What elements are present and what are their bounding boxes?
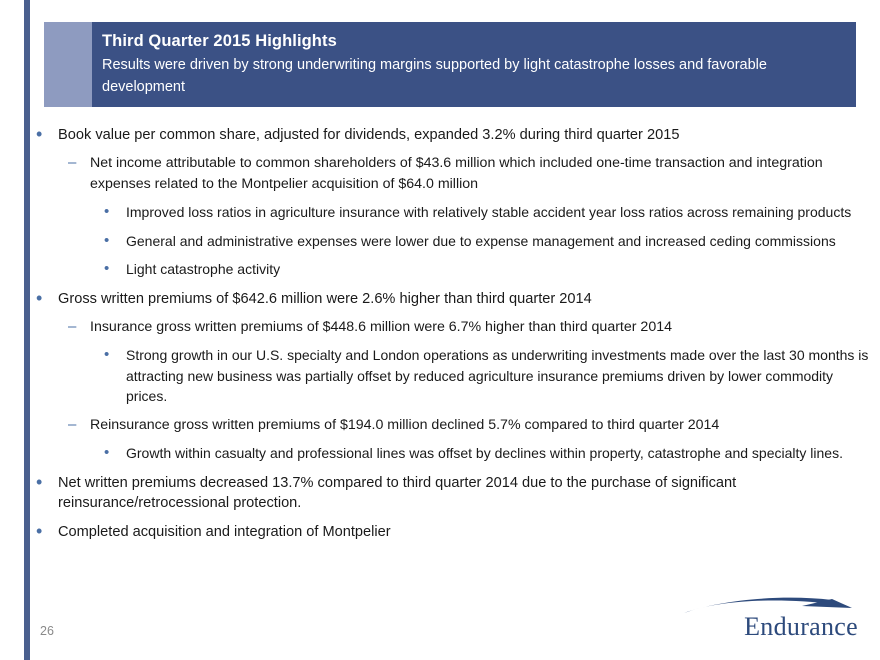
list-item <box>36 443 872 464</box>
bullet-text: Completed acquisition and integration of Montpelier <box>58 523 391 540</box>
list-item <box>36 202 872 223</box>
bullet-text: Insurance gross written premiums of $448.6 million were 6.7% higher than third quarter 2014 <box>90 318 672 335</box>
list-item <box>36 125 872 145</box>
slide-header <box>44 22 856 107</box>
bullet-text: Strong growth in our U.S. specialty and London operations as underwriting investments made over the last 30 months is attracting new business was partially offset by reduced agriculture insurance premiums driven by lower commodity prices. <box>126 347 869 404</box>
bullet-marker: • <box>104 346 110 363</box>
bullet-marker: • <box>36 124 43 144</box>
bullet-list <box>36 116 872 542</box>
list-item <box>36 317 872 338</box>
bullet-marker: • <box>104 231 110 249</box>
bullet-text: Gross written premiums of $642.6 million were 2.6% higher than third quarter 2014 <box>58 290 592 307</box>
bullet-text: General and administrative expenses were lower due to expense management and increased ceding commissions <box>126 232 836 249</box>
bullet-text: Net written premiums decreased 13.7% compared to third quarter 2014 due to the purchase of significant reinsurance/retrocessional protection. <box>58 474 737 511</box>
bullet-marker: – <box>68 415 77 433</box>
bullet-marker: • <box>36 287 43 308</box>
bullet-text: Improved loss ratios in agriculture insurance with relatively stable accident year loss ratios across remaining products <box>126 204 852 220</box>
bullet-marker: • <box>104 203 110 220</box>
left-accent-bar <box>24 0 30 660</box>
bullet-marker: • <box>36 520 43 541</box>
bullet-text: Reinsurance gross written premiums of $194.0 million declined 5.7% compared to third quarter 2014 <box>90 416 720 433</box>
list-item <box>36 522 872 542</box>
header-text-block <box>92 22 856 107</box>
bullet-marker: • <box>104 444 110 461</box>
list-item <box>36 473 872 513</box>
list-item <box>36 153 872 194</box>
slide-title: Third Quarter 2015 Highlights <box>102 32 337 50</box>
bullet-marker: • <box>104 260 110 277</box>
list-item <box>36 231 872 252</box>
page-number: 26 <box>40 624 54 638</box>
bullet-marker: • <box>36 471 43 492</box>
slide-subtitle: Results were driven by strong underwriting margins supported by light catastrophe losses and favorable development <box>102 57 767 95</box>
list-item <box>36 289 872 309</box>
bullet-marker: – <box>68 317 77 335</box>
company-logo <box>678 598 858 642</box>
bullet-text: Light catastrophe activity <box>126 261 281 277</box>
logo-wordmark: Endurance <box>744 612 858 641</box>
header-accent-block <box>44 22 92 107</box>
list-item <box>36 345 872 407</box>
bullet-text: Net income attributable to common shareholders of $43.6 million which included one-time transaction and integration expenses related to the Montpelier acquisition of $64.0 million <box>90 155 823 192</box>
bullet-text: Book value per common share, adjusted for dividends, expanded 3.2% during third quarter 2015 <box>58 127 680 143</box>
list-item <box>36 415 872 436</box>
bullet-marker: – <box>68 154 77 171</box>
list-item <box>36 259 872 280</box>
bullet-text: Growth within casualty and professional lines was offset by declines within property, catastrophe and specialty lines. <box>126 445 843 461</box>
